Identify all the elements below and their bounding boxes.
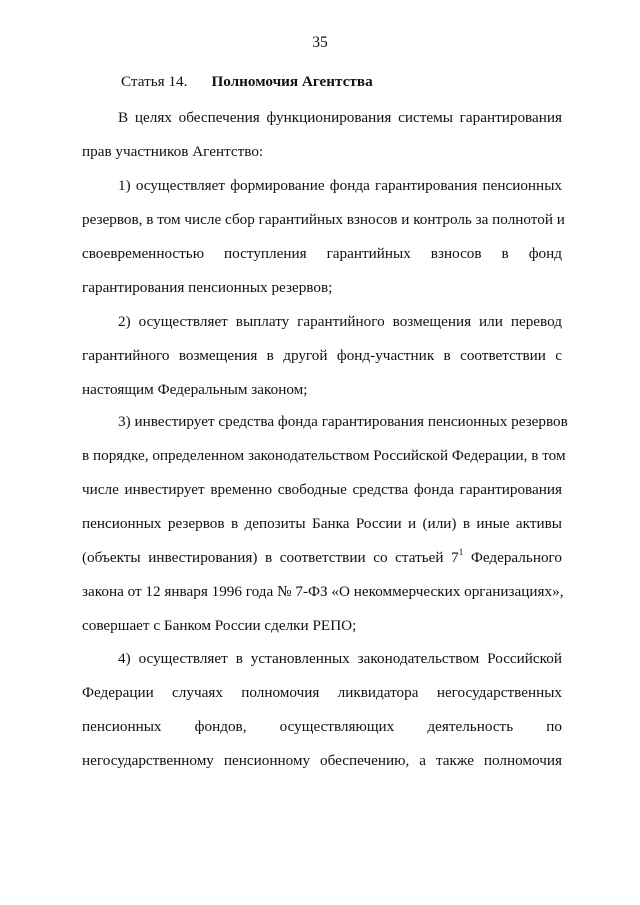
article-heading bbox=[121, 73, 373, 91]
item-3-line-5-text: (объекты инвестирования) в соответствии со статьей 7 bbox=[82, 549, 459, 566]
item-3-line-4: пенсионных резервов в депозиты Банка России и (или) в иные активы bbox=[82, 515, 562, 532]
article-title: Полномочия Агентства bbox=[211, 73, 373, 90]
item-2-line-1: 2) осуществляет выплату гарантийного возмещения или перевод bbox=[118, 313, 562, 330]
item-4-line-2: Федерации случаях полномочия ликвидатора негосударственных bbox=[82, 684, 562, 701]
item-2-line-3: настоящим Федеральным законом; bbox=[82, 381, 308, 398]
item-4-line-1: 4) осуществляет в установленных законодательством Российской bbox=[118, 650, 562, 667]
item-2-line-2: гарантийного возмещения в другой фонд-участник в соответствии с bbox=[82, 347, 562, 364]
item-3-line-2: в порядке, определенном законодательством Российской Федерации, в том bbox=[82, 447, 566, 464]
item-3-line-3: числе инвестирует временно свободные средства фонда гарантирования bbox=[82, 481, 562, 498]
item-3-line-6: закона от 12 января 1996 года № 7-ФЗ «О некоммерческих организациях», bbox=[82, 583, 564, 600]
item-1-line-2: резервов, в том числе сбор гарантийных взносов и контроль за полнотой и bbox=[82, 211, 565, 228]
article-number: Статья 14. bbox=[121, 73, 188, 90]
item-4-line-3: пенсионных фондов, осуществляющих деятельность по bbox=[82, 718, 562, 735]
item-3-line-1: 3) инвестирует средства фонда гарантирования пенсионных резервов bbox=[118, 413, 568, 430]
intro-line-1: В целях обеспечения функционирования системы гарантирования bbox=[118, 109, 562, 126]
superscript-one: 1 bbox=[458, 547, 464, 557]
intro-line-2: прав участников Агентство: bbox=[82, 143, 264, 160]
item-1-line-4: гарантирования пенсионных резервов; bbox=[82, 279, 333, 296]
item-3-line-7: совершает с Банком России сделки РЕПО; bbox=[82, 617, 357, 634]
item-4-line-4: негосударственному пенсионному обеспечению, а также полномочия bbox=[82, 752, 562, 769]
item-3-line-5 bbox=[82, 548, 562, 568]
item-1-line-3: своевременностью поступления гарантийных взносов в фонд bbox=[82, 245, 562, 262]
page-number: 35 bbox=[312, 34, 328, 51]
item-1-line-1: 1) осуществляет формирование фонда гарантирования пенсионных bbox=[118, 177, 562, 194]
item-3-line-5-tail: Федерального bbox=[463, 549, 562, 566]
